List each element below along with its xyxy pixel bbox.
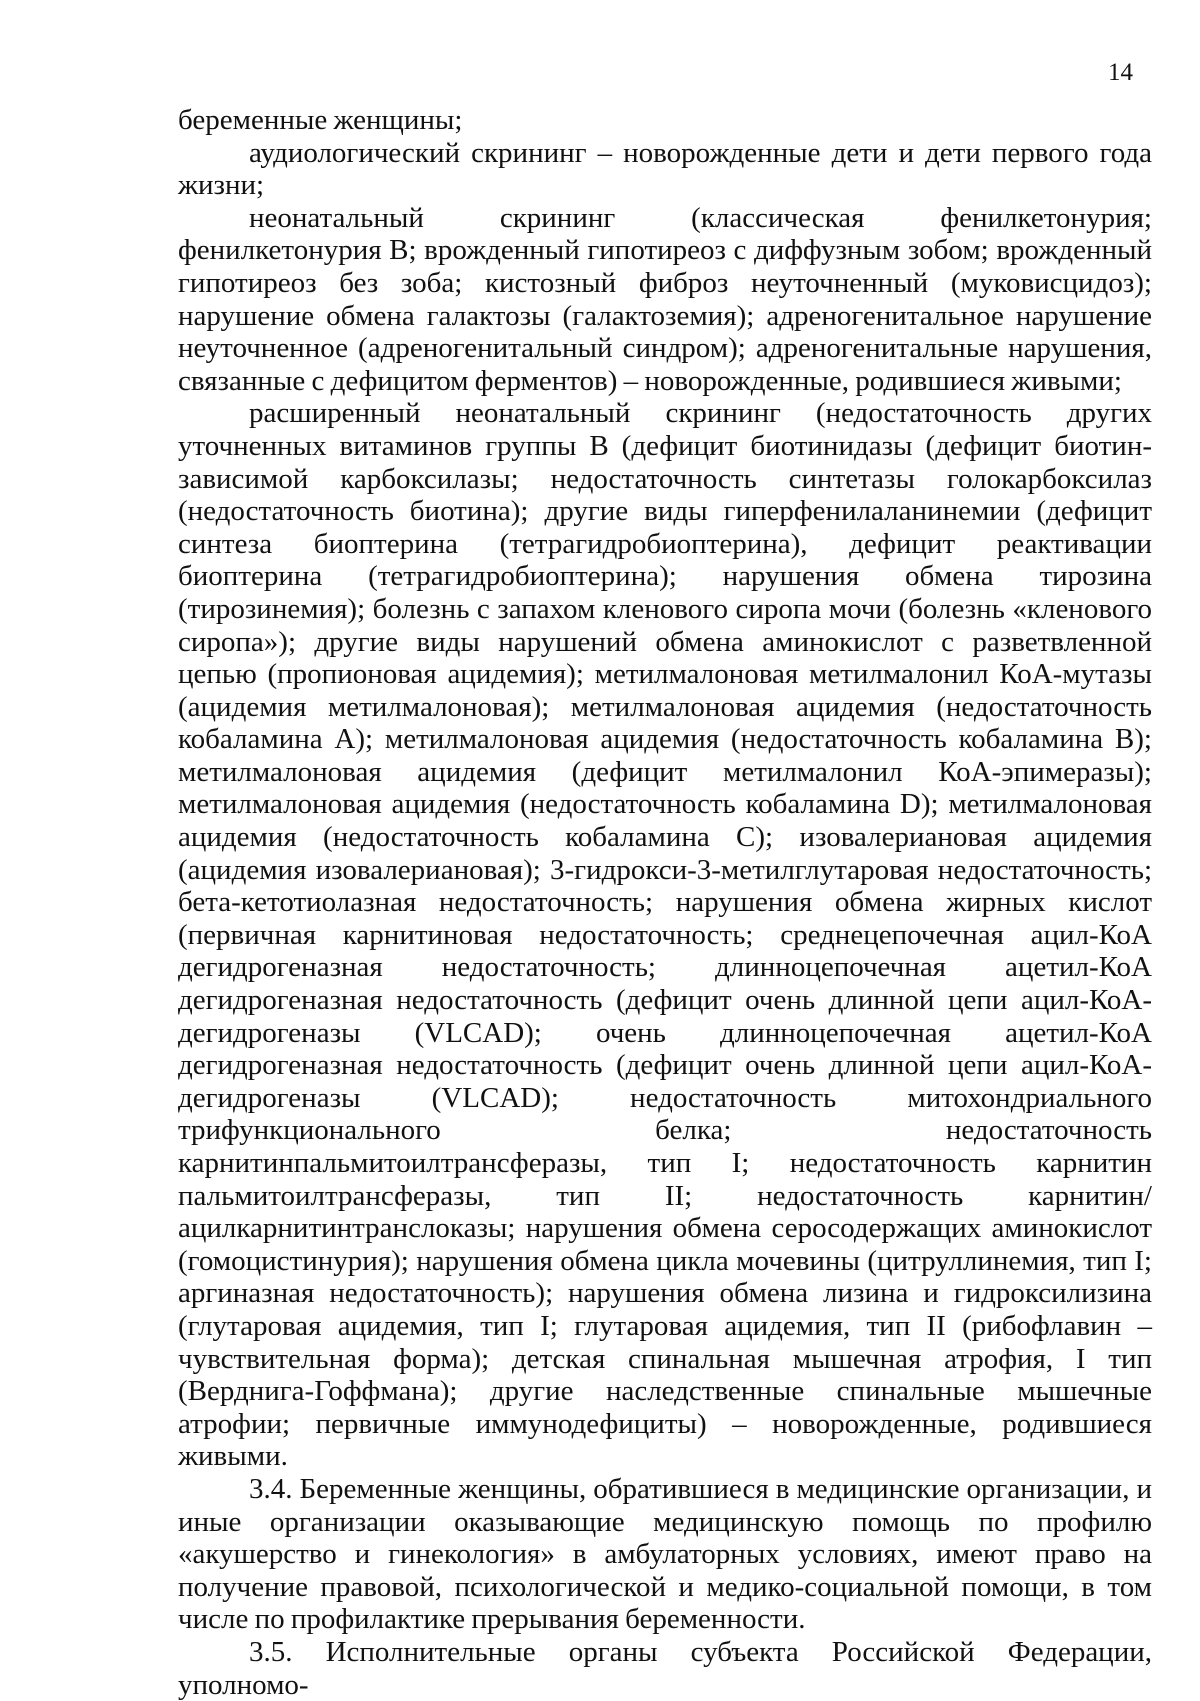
- paragraph-section-3-5: 3.5. Исполнительные органы субъекта Российской Федерации, уполномо-: [178, 1635, 1152, 1701]
- paragraph-extended-neonatal-screening: расширенный неонатальный скрининг (недостаточность других уточненных витаминов группы В (дефицит биотинидазы (дефицит биотин-зависимой карбоксилазы; недостаточность синтетазы голокарбоксилаз (недостаточность биотина); другие виды гиперфенилаланинемии (дефицит синтеза биоптерина (тетрагидробиоптерина), дефицит реактивации биоптерина (тетрагидробиоптерина); нарушения обмена тирозина (тирозинемия); болезнь с запахом кленового сиропа мочи (болезнь «кленового сиропа»); другие виды нарушений обмена аминокислот с разветвленной цепью (пропионовая ацидемия); метилмалоновая метилмалонил КоА-мутазы (ацидемия метилмалоновая); метилмалоновая ацидемия (недостаточность кобаламина А); метилмалоновая ацидемия (недостаточность кобаламина В); метилмалоновая ацидемия (дефицит метилмалонил КоА-эпимеразы); метилмалоновая ацидемия (недостаточность кобаламина D); метилмалоновая ацидемия (недостаточность кобаламина С); изовалериановая ацидемия (ацидемия изовалериановая); 3-гидрокси-3-метилглутаровая недостаточность; бета-кетотиолазная недостаточность; нарушения обмена жирных кислот (первичная карнитиновая недостаточность; среднецепочечная ацил-КоА дегидрогеназная недостаточность; длинноцепочечная ацетил-КоА дегидрогеназная недостаточность (дефицит очень длинной цепи ацил-КоА-дегидрогеназы (VLCAD); очень длинноцепочечная ацетил-КоА дегидрогеназная недостаточность (дефицит очень длинной цепи ацил-КоА-дегидрогеназы (VLCAD); недостаточность митохондриального трифункционального белка; недостаточность карнитинпальмитоилтрансферазы, тип I; недостаточность карнитин пальмитоилтрансферазы, тип II; недостаточность карнитин/ацилкарнитинтранслоказы; нарушения обмена серосодержащих аминокислот (гомоцистинурия); нарушения обмена цикла мочевины (цитруллинемия, тип I; аргиназная недостаточность); нарушения обмена лизина и гидроксилизина (глутаровая ацидемия, тип I; глутаровая ацидемия, тип II (рибофлавин – чувствительная форма); детская спинальная мышечная атрофия, I тип (Верднига-Гоффмана); другие наследственные спинальные мышечные атрофии; первичные иммунодефициты) – новорожденные, родившиеся живыми.: [178, 397, 1152, 1473]
- paragraph-neonatal-screening: неонатальный скрининг (классическая фенилкетонурия; фенилкетонурия В; врожденный гипотиреоз с диффузным зобом; врожденный гипотиреоз без зоба; кистозный фиброз неуточненный (муковисцидоз); нарушение обмена галактозы (галактоземия); адреногенитальное нарушение неуточненное (адреногенитальный синдром); адреногенитальные нарушения, связанные с дефицитом ферментов) – новорожденные, родившиеся живыми;: [178, 201, 1152, 397]
- page-number: 14: [1108, 59, 1133, 86]
- paragraph-pregnant-women: беременные женщины;: [178, 104, 463, 136]
- paragraph-audiological-screening: аудиологический скрининг – новорожденные дети и дети первого года жизни;: [178, 136, 1152, 202]
- paragraph-section-3-4: 3.4. Беременные женщины, обратившиеся в медицинские организации, и иные организации оказывающие медицинскую помощь по профилю «акушерство и гинекология» в амбулаторных условиях, имеют право на получение правовой, психологической и медико-социальной помощи, в том числе по профилактике прерывания беременности.: [178, 1472, 1152, 1636]
- document-body: [178, 104, 1152, 1701]
